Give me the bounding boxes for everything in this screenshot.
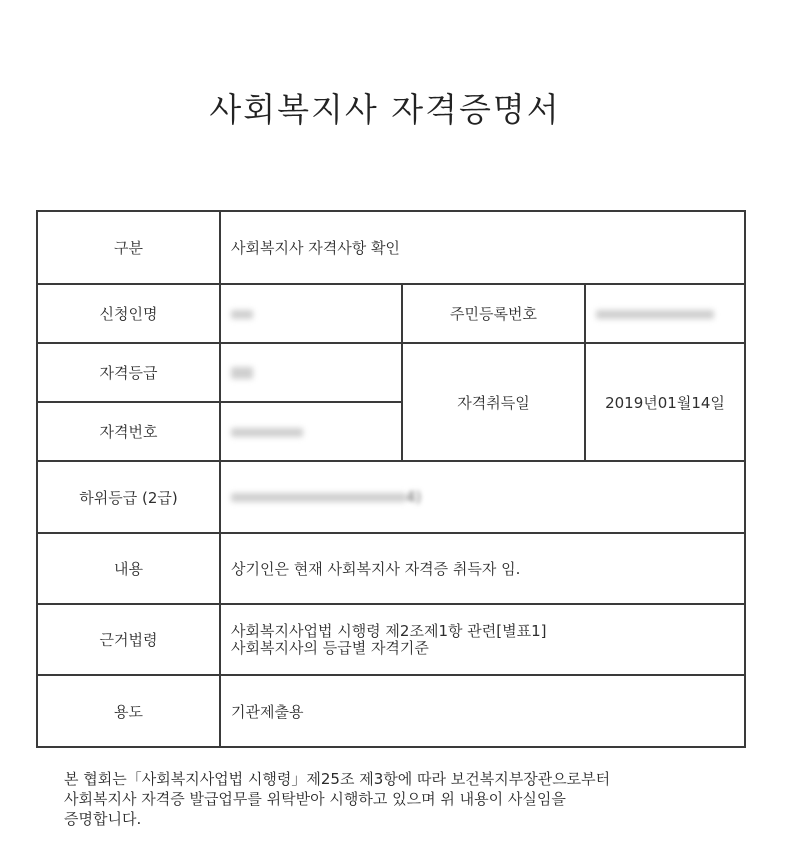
certification-statement (64, 769, 764, 829)
legal-basis-label: 근거법령 (37, 604, 220, 675)
table-row (37, 675, 745, 747)
sub-grade-label: 하위등급 (2급) (37, 461, 220, 533)
grade-value-redacted (220, 343, 402, 402)
table-row (37, 604, 745, 675)
redaction-mark (231, 367, 253, 379)
resident-no-value-redacted (585, 284, 745, 343)
redaction-mark (596, 310, 714, 319)
content-value: 상기인은 현재 사회복지사 자격증 취득자 임. (220, 533, 745, 604)
document-title: 사회복지사 자격증명서 (209, 90, 561, 129)
grade-label: 자격등급 (37, 343, 220, 402)
acquired-value: 2019년01월14일 (585, 343, 745, 461)
legal-basis-line-2: 사회복지사의 등급별 자격기준 (231, 638, 429, 657)
redaction-mark (231, 428, 303, 437)
certificate-table (36, 210, 746, 748)
applicant-value-redacted (220, 284, 402, 343)
table-row (37, 284, 745, 343)
table-row (37, 343, 745, 402)
redaction-mark (231, 310, 253, 319)
purpose-label: 용도 (37, 675, 220, 747)
table-row (37, 211, 745, 284)
applicant-label: 신청인명 (37, 284, 220, 343)
statement-line-1: 본 협회는「사회복지사업법 시행령」제25조 제3항에 따라 보건복지부장관으로부터 (64, 770, 611, 788)
table-row (37, 461, 745, 533)
table-row (37, 533, 745, 604)
cert-no-value-redacted (220, 402, 402, 461)
content-label: 내용 (37, 533, 220, 604)
sub-grade-tail: 4) (406, 488, 422, 506)
statement-line-2: 사회복지사 자격증 발급업무를 위탁받아 시행하고 있으며 위 내용이 사실임을 (64, 790, 566, 808)
purpose-value: 기관제출용 (220, 675, 745, 747)
category-value: 사회복지사 자격사항 확인 (220, 211, 745, 284)
redaction-mark (231, 493, 406, 502)
category-label: 구분 (37, 211, 220, 284)
legal-basis-line-1: 사회복지사업법 시행령 제2조제1항 관련[별표1] (231, 621, 547, 640)
legal-basis-value (220, 604, 745, 675)
cert-no-label: 자격번호 (37, 402, 220, 461)
resident-no-label: 주민등록번호 (402, 284, 585, 343)
statement-line-3: 증명합니다. (64, 810, 142, 828)
acquired-label: 자격취득일 (402, 343, 585, 461)
sub-grade-value (220, 461, 745, 533)
